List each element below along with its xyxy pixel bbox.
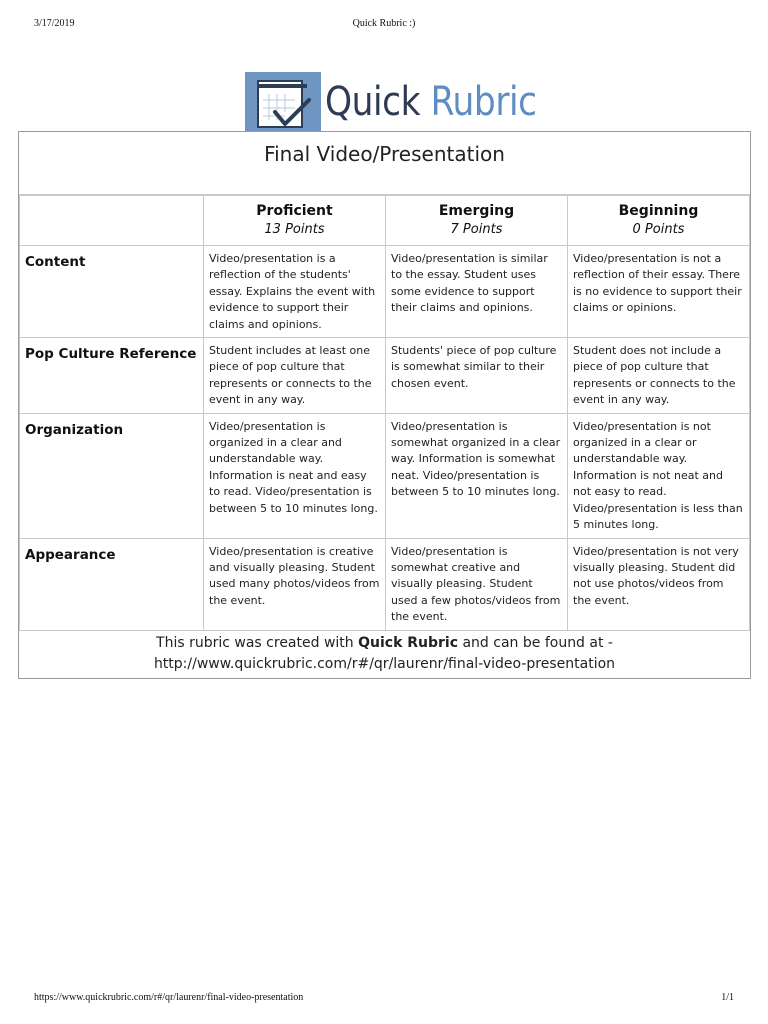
rubric-table-container	[18, 131, 751, 679]
criterion-name: Organization	[20, 413, 204, 538]
criterion-row	[20, 338, 750, 414]
rubric-header-row	[20, 196, 750, 246]
level-header	[386, 196, 568, 246]
logo-word-quick: Quick	[325, 79, 421, 125]
logo-word-rubric: Rubric	[430, 79, 537, 125]
criterion-description: Video/presentation is similar to the essay. Student uses some evidence to support their claims and opinions.	[386, 246, 568, 338]
criterion-description: Student includes at least one piece of pop culture that represents or connects to the event in any way.	[204, 338, 386, 414]
criterion-description: Video/presentation is somewhat creative and visually pleasing. Student used a few photos/videos from the event.	[386, 538, 568, 630]
level-points: 0 Points	[632, 222, 685, 237]
level-header	[204, 196, 386, 246]
print-date: 3/17/2019	[34, 18, 75, 29]
criterion-description: Video/presentation is not a reflection of their essay. There is no evidence to support their claims or opinions.	[568, 246, 750, 338]
print-url: https://www.quickrubric.com/r#/qr/laurenr/final-video-presentation	[34, 992, 304, 1003]
criterion-name: Pop Culture Reference	[20, 338, 204, 414]
level-header	[568, 196, 750, 246]
criterion-row	[20, 538, 750, 630]
rubric-title: Final Video/Presentation	[19, 132, 750, 195]
rubric-checklist-icon	[245, 72, 321, 132]
attribution-suffix: and can be found at - http://www.quickrubric.com/r#/qr/laurenr/final-video-presentation	[153, 634, 616, 672]
attribution-prefix: This rubric was created with	[156, 634, 359, 651]
attribution-brand: Quick Rubric	[358, 634, 459, 651]
print-page-title: Quick Rubric :)	[352, 18, 416, 29]
criterion-description: Video/presentation is somewhat organized in a clear way. Information is somewhat neat. Video/presentation is between 5 to 10 minutes long.	[386, 413, 568, 538]
rubric-table	[19, 195, 750, 631]
criterion-description: Student does not include a piece of pop culture that represents or connects to the event in any way.	[568, 338, 750, 414]
level-name: Beginning	[618, 203, 699, 219]
criterion-description: Students' piece of pop culture is somewhat similar to their chosen event.	[386, 338, 568, 414]
criterion-row	[20, 246, 750, 338]
header-empty-cell	[20, 196, 204, 246]
logo-wordmark	[325, 78, 537, 126]
level-points: 7 Points	[450, 222, 503, 237]
level-name: Emerging	[438, 203, 515, 219]
quick-rubric-logo	[245, 72, 535, 132]
rubric-attribution	[19, 631, 750, 678]
criterion-description: Video/presentation is not very visually pleasing. Student did not use photos/videos from the event.	[568, 538, 750, 630]
criterion-name: Content	[20, 246, 204, 338]
criterion-description: Video/presentation is creative and visually pleasing. Student used many photos/videos from the event.	[204, 538, 386, 630]
criterion-description: Video/presentation is organized in a clear and understandable way. Information is neat and easy to read. Video/presentation is between 5 to 10 minutes long.	[204, 413, 386, 538]
criterion-description: Video/presentation is not organized in a clear or understandable way. Information is not neat and not easy to read. Video/presentation is less than 5 minutes long.	[568, 413, 750, 538]
criterion-name: Appearance	[20, 538, 204, 630]
level-points: 13 Points	[264, 222, 325, 237]
criterion-description: Video/presentation is a reflection of the students' essay. Explains the event with evidence to support their claims and opinions.	[204, 246, 386, 338]
criterion-row	[20, 413, 750, 538]
print-footer	[34, 992, 734, 1004]
print-page-number: 1/1	[721, 992, 734, 1003]
print-header	[34, 18, 734, 32]
level-name: Proficient	[256, 203, 333, 219]
